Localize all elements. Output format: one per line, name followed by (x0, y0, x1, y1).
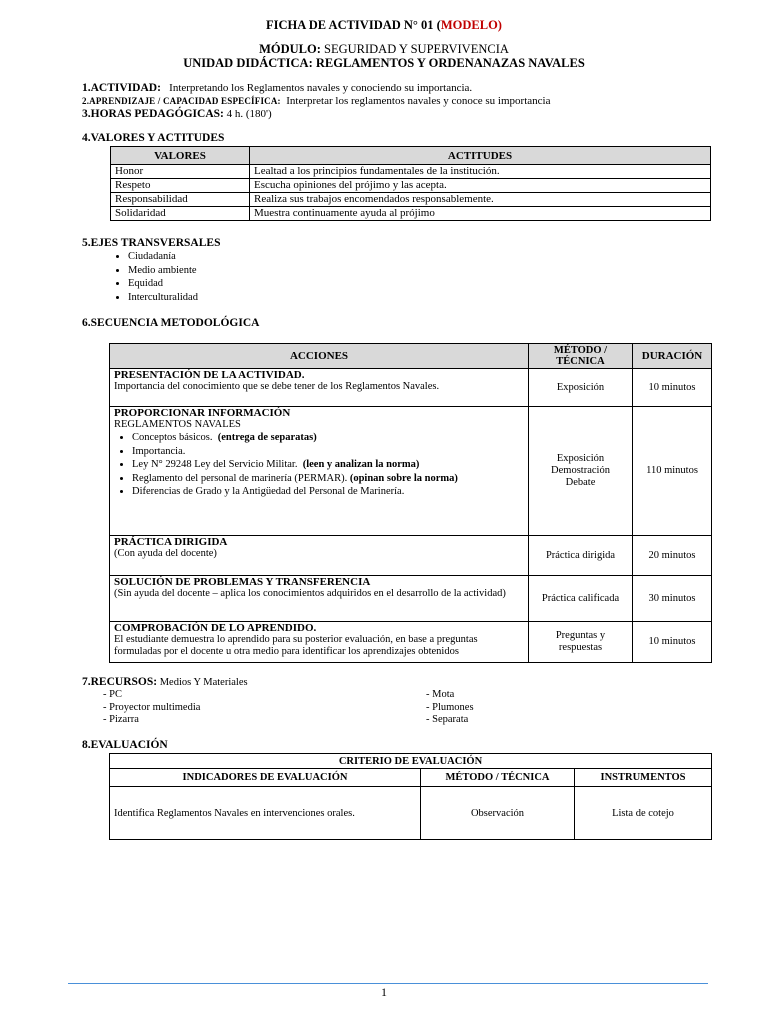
footer-divider (68, 983, 708, 984)
model-tag: MODELO (440, 18, 498, 32)
duracion-header: DURACIÓN (633, 344, 712, 369)
eval-metodo-header: MÉTODO / TÉCNICA (421, 769, 575, 787)
criterio-header: CRITERIO DE EVALUACIÓN (110, 754, 712, 769)
table-row: Solidaridad Muestra continuamente ayuda al prójimo (111, 207, 711, 221)
recursos-left-list (103, 689, 200, 727)
recursos-line: 7.RECURSOS: Medios Y Materiales (82, 676, 248, 688)
list-item: • Ley N° 29248 Ley del Servicio Militar. (leen y analizan la norma) (132, 458, 524, 472)
unit-line: UNIDAD DIDÁCTICA: REGLAMENTOS Y ORDENANAZAS NAVALES (183, 56, 585, 70)
list-item: • Diferencias de Grado y la Antigüedad del Personal de Marinería. (132, 485, 524, 499)
acciones-header: ACCIONES (110, 344, 529, 369)
actividad-line: 1.ACTIVIDAD: Interpretando los Reglamentos navales y conociendo su importancia. (82, 82, 473, 94)
instrumentos-header: INSTRUMENTOS (575, 769, 712, 787)
valores-table (110, 146, 711, 221)
evaluacion-table (109, 753, 712, 840)
table-row: Responsabilidad Realiza sus trabajos encomendados responsablemente. (111, 193, 711, 207)
evaluacion-section-title: 8.EVALUACIÓN (82, 739, 168, 751)
horas-line: 3.HORAS PEDAGÓGICAS: 4 h. (180') (82, 108, 272, 120)
list-item: • Equidad (128, 277, 198, 291)
list-item: - Pizarra (103, 714, 139, 725)
secuencia-section-title: 6.SECUENCIA METODOLÓGICA (82, 317, 260, 329)
table-row: PROPORCIONAR INFORMACIÓN REGLAMENTOS NAVALES • Conceptos básicos. (entrega de separatas) • Importancia. • Ley N° 29248 Ley del Servicio Militar. (leen y analizan la norma) • Reglamento del personal de marinería (PERMAR). (opinan sobre la norma) • Diferencias de Grado y la Antigüedad del Personal de Marinería. Exposición Demostración Debate 110 minutos (110, 407, 712, 536)
indicadores-header: INDICADORES DE EVALUACIÓN (110, 769, 421, 787)
table-row: PRESENTACIÓN DE LA ACTIVIDAD. Importancia del conocimiento que se debe tener de los Reglamentos Navales. Exposición 10 minutos (110, 369, 712, 407)
metodo-header: MÉTODO / TÉCNICA (529, 344, 633, 369)
list-item: - PC (103, 689, 122, 700)
list-item: - Plumones (426, 701, 474, 713)
module-line: MÓDULO: SEGURIDAD Y SUPERVIVENCIA (259, 42, 509, 56)
list-item: • Conceptos básicos. (entrega de separatas) (132, 431, 524, 445)
list-item: • Interculturalidad (128, 291, 198, 305)
list-item: - Mota (426, 689, 455, 700)
document-title: FICHA DE ACTIVIDAD N° 01 (MODELO) (266, 18, 502, 32)
table-row: Identifica Reglamentos Navales en intervenciones orales. Observación Lista de cotejo (110, 787, 712, 840)
list-item: - Separata (426, 714, 469, 725)
list-item: • Medio ambiente (128, 264, 198, 278)
list-item: - Proyector multimedia (103, 701, 201, 713)
valores-header: VALORES (111, 147, 250, 165)
page-number: 1 (381, 985, 387, 999)
recursos-right-list (426, 689, 474, 727)
secuencia-table (109, 343, 712, 663)
ejes-section-title: 5.EJES TRANSVERSALES (82, 237, 221, 249)
valores-section-title: 4.VALORES Y ACTITUDES (82, 132, 225, 144)
table-row: Respeto Escucha opiniones del prójimo y las acepta. (111, 179, 711, 193)
list-item: • Importancia. (132, 445, 524, 459)
list-item: • Ciudadanía (128, 250, 198, 264)
table-row: COMPROBACIÓN DE LO APRENDIDO. El estudiante demuestra lo aprendido para su posterior evaluación, en base a preguntas formuladas por el docente u otra medio para identificar los aprendizajes obtenidos Preguntas y respuestas 10 minutos (110, 622, 712, 663)
actitudes-header: ACTITUDES (250, 147, 711, 165)
table-row: PRÁCTICA DIRIGIDA (Con ayuda del docente) Práctica dirigida 20 minutos (110, 536, 712, 576)
table-row: Honor Lealtad a los principios fundamentales de la institución. (111, 165, 711, 179)
ejes-list (110, 250, 198, 304)
aprendizaje-line: 2.APRENDIZAJE / CAPACIDAD ESPECÍFICA: Interpretar los reglamentos navales y conoce su importancia (82, 95, 551, 107)
table-row: SOLUCIÓN DE PROBLEMAS Y TRANSFERENCIA (Sin ayuda del docente – aplica los conocimientos adquiridos en el desarrollo de la actividad) Práctica calificada 30 minutos (110, 576, 712, 622)
list-item: • Reglamento del personal de marinería (PERMAR). (opinan sobre la norma) (132, 472, 524, 486)
